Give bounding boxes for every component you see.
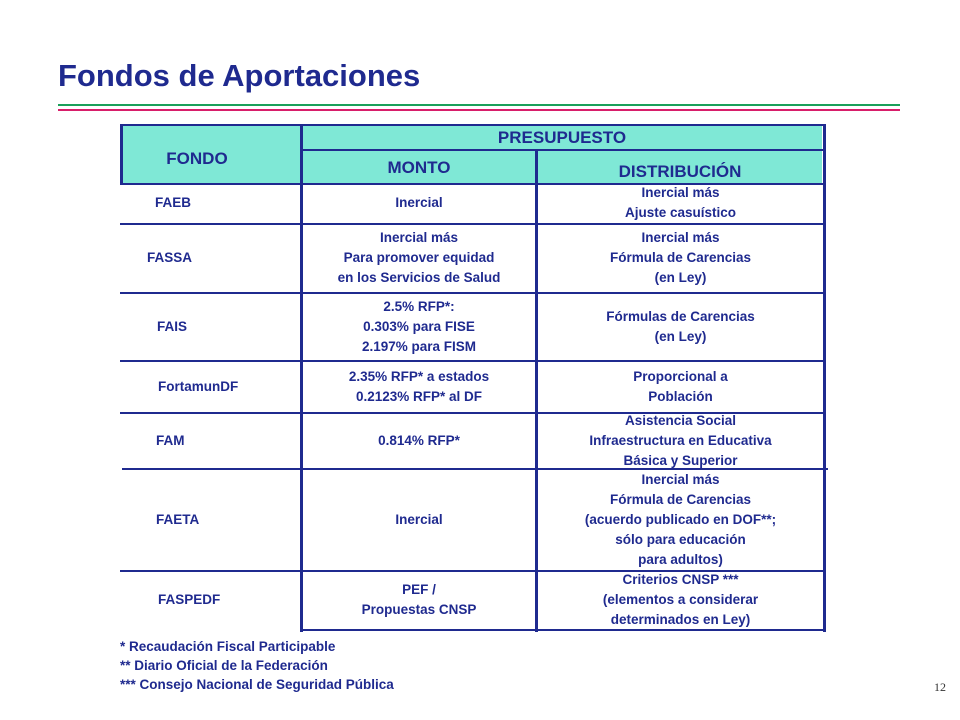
distribucion-line: (elementos a considerar — [602, 592, 759, 607]
monto-line: 0.303% para FISE — [363, 318, 475, 334]
table-border-left — [120, 124, 123, 184]
monto-cell — [303, 183, 535, 223]
page-title: Fondos de Aportaciones — [58, 58, 421, 93]
distribucion-line: Fórmulas de Carencias — [606, 308, 755, 324]
distribucion-cell — [538, 469, 823, 570]
monto-cell — [303, 413, 535, 468]
distribucion-line: determinados en Ley) — [610, 612, 751, 627]
distribucion-line: Asistencia Social — [624, 412, 737, 428]
monto-cell — [303, 361, 535, 412]
distribucion-line: Inercial más — [641, 185, 720, 200]
distribucion-cell — [538, 224, 823, 292]
title-rule-pink — [58, 109, 900, 111]
distribucion-line: Básica y Superior — [623, 452, 738, 468]
distribucion-line: Fórmula de Carencias — [609, 250, 752, 265]
footnotes — [120, 637, 394, 694]
header-fondo-label: FONDO — [166, 149, 228, 168]
monto-line: Inercial — [395, 511, 443, 527]
distribucion-cell — [538, 361, 823, 412]
distribucion-line: (en Ley) — [654, 328, 707, 344]
distribucion-line: Fórmula de Carencias — [609, 491, 752, 507]
distribucion-line: Criterios CNSP *** — [622, 572, 739, 587]
fondo-cell: FASSA — [147, 250, 193, 265]
monto-cell — [303, 224, 535, 292]
distribucion-line: Población — [648, 388, 713, 404]
distribucion-cell — [538, 571, 823, 629]
distribucion-cell — [538, 293, 823, 360]
footnote: ** Diario Oficial de la Federación — [120, 658, 328, 673]
distribucion-line: Inercial más — [641, 471, 720, 487]
header-presupuesto-label: PRESUPUESTO — [497, 127, 627, 147]
fondo-cell: FAM — [156, 432, 185, 448]
fondo-cell: FASPEDF — [158, 592, 221, 607]
header-monto-label: MONTO — [387, 158, 451, 177]
distribucion-line: Infraestructura en Educativa — [589, 432, 772, 448]
monto-line: en los Servicios de Salud — [337, 270, 501, 285]
distribucion-line: Inercial más — [641, 230, 720, 245]
title-rule-green — [58, 104, 900, 106]
fondo-cell: FAETA — [156, 511, 200, 527]
monto-line: Inercial — [395, 195, 443, 210]
monto-cell — [303, 571, 535, 629]
fondo-cell: FAEB — [155, 195, 192, 210]
distribucion-line: sólo para educación — [615, 531, 746, 547]
monto-line: 2.5% RFP*: — [383, 298, 455, 314]
footnote: * Recaudación Fiscal Participable — [120, 639, 336, 654]
header-divider — [302, 149, 823, 151]
distribucion-line: (acuerdo publicado en DOF**; — [584, 511, 777, 527]
monto-line: 0.814% RFP* — [378, 432, 460, 448]
monto-line: Inercial más — [379, 230, 459, 245]
footnote: *** Consejo Nacional de Seguridad Pública — [120, 677, 394, 692]
table-border-right — [823, 124, 826, 632]
monto-cell — [303, 293, 535, 360]
monto-line: Propuestas CNSP — [361, 602, 477, 617]
monto-cell — [303, 469, 535, 570]
monto-line: 2.35% RFP* a estados — [348, 368, 490, 384]
distribucion-line: (en Ley) — [654, 270, 707, 285]
table-border-top — [120, 124, 826, 126]
distribucion-cell — [538, 183, 823, 223]
fondo-cell: FAIS — [157, 318, 188, 334]
monto-line: 0.2123% RFP* al DF — [355, 388, 483, 404]
monto-line: 2.197% para FISM — [361, 338, 477, 354]
header-distribucion-label: DISTRIBUCIÓN — [618, 162, 742, 181]
monto-line: PEF / — [402, 582, 436, 597]
distribucion-line: Ajuste casuístico — [624, 205, 737, 220]
monto-line: Para promover equidad — [343, 250, 495, 265]
fondo-cell: FortamunDF — [158, 378, 239, 394]
distribucion-line: Proporcional a — [633, 368, 728, 384]
distribucion-cell — [538, 413, 823, 468]
page-number: 12 — [934, 680, 946, 694]
distribucion-line: para adultos) — [638, 551, 723, 567]
